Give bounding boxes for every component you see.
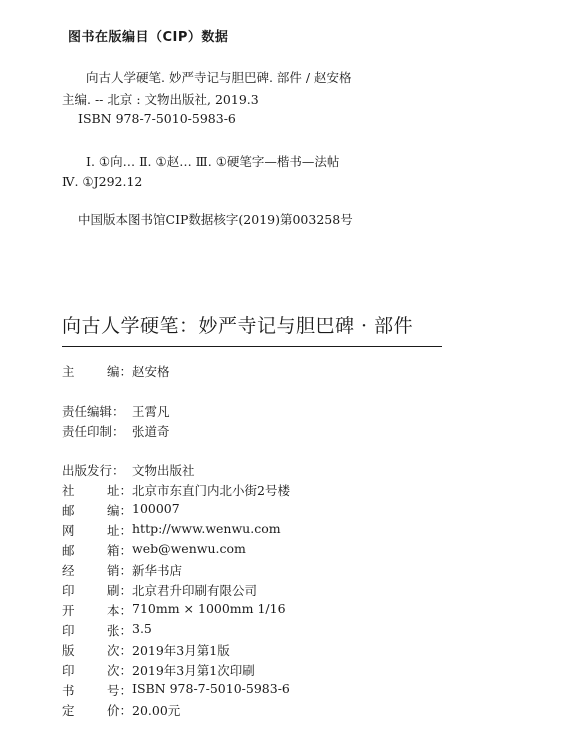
detail-label: 经 销： bbox=[62, 563, 132, 578]
detail-row-postcode bbox=[62, 501, 180, 519]
detail-value: 北京市东直门内北小街2号楼 bbox=[132, 483, 290, 498]
editor-value: 赵安格 bbox=[132, 364, 170, 379]
detail-value: ISBN 978-7-5010-5983-6 bbox=[132, 681, 290, 696]
detail-row-distributor bbox=[62, 561, 182, 579]
cip-editor-publisher-line: 主编. -- 北京 : 文物出版社, 2019.3 bbox=[62, 92, 259, 107]
detail-row-isbn bbox=[62, 681, 290, 699]
detail-label: 印 次： bbox=[62, 663, 132, 678]
cip-title-line: 向古人学硬笔. 妙严寺记与胆巴碑. 部件 / 赵安格 bbox=[86, 70, 352, 85]
website-link[interactable]: http://www.wenwu.com bbox=[132, 521, 281, 536]
editor-label: 主 编： bbox=[62, 364, 132, 379]
responsible-printing-value: 张道奇 bbox=[132, 424, 170, 439]
title-divider bbox=[62, 346, 442, 347]
responsible-editor-row bbox=[62, 402, 170, 420]
detail-value: 100007 bbox=[132, 501, 180, 516]
detail-value: 710mm × 1000mm 1/16 bbox=[132, 601, 286, 616]
detail-label: 版 次： bbox=[62, 643, 132, 658]
editor-row bbox=[62, 362, 170, 380]
responsible-editor-label: 责任编辑： bbox=[62, 404, 125, 419]
detail-row-edition bbox=[62, 641, 230, 659]
detail-value: 20.00元 bbox=[132, 703, 181, 718]
detail-value: 2019年3月第1次印刷 bbox=[132, 663, 255, 678]
book-title: 向古人学硬笔：妙严寺记与胆巴碑 · 部件 bbox=[62, 315, 414, 337]
detail-label: 印 张： bbox=[62, 623, 132, 638]
responsible-printing-label: 责任印制： bbox=[62, 424, 125, 439]
detail-row-address bbox=[62, 481, 290, 499]
email-link[interactable]: web@wenwu.com bbox=[132, 541, 246, 556]
cip-class-number-line: Ⅳ. ①J292.12 bbox=[62, 174, 143, 189]
detail-row-email bbox=[62, 541, 246, 559]
detail-label: 开 本： bbox=[62, 603, 132, 618]
detail-row-sheets bbox=[62, 621, 152, 639]
responsible-printing-row bbox=[62, 422, 170, 440]
detail-label: 邮 编： bbox=[62, 503, 132, 518]
detail-row-printing bbox=[62, 661, 255, 679]
responsible-editor-value: 王霄凡 bbox=[132, 404, 170, 419]
detail-label: 邮 箱： bbox=[62, 543, 132, 558]
cip-heading: 图书在版编目（CIP）数据 bbox=[68, 30, 229, 45]
detail-value: 北京君升印刷有限公司 bbox=[132, 583, 258, 598]
detail-label: 印 刷： bbox=[62, 583, 132, 598]
detail-row-format bbox=[62, 601, 286, 619]
detail-value: 文物出版社 bbox=[132, 463, 195, 478]
detail-value: 新华书店 bbox=[132, 563, 183, 578]
cip-isbn-line: ISBN 978-7-5010-5983-6 bbox=[78, 111, 236, 126]
detail-label: 社 址： bbox=[62, 483, 132, 498]
detail-row-publisher bbox=[62, 461, 195, 479]
detail-label: 网 址： bbox=[62, 523, 132, 538]
detail-label: 出版发行： bbox=[62, 463, 125, 478]
detail-label: 定 价： bbox=[62, 703, 132, 718]
detail-value: 2019年3月第1版 bbox=[132, 643, 230, 658]
detail-row-price bbox=[62, 701, 180, 719]
detail-row-printer bbox=[62, 581, 257, 599]
detail-row-website bbox=[62, 521, 281, 539]
detail-value: 3.5 bbox=[132, 621, 152, 636]
detail-label: 书 号： bbox=[62, 683, 132, 698]
cip-record-number-line: 中国版本图书馆CIP数据核字(2019)第003258号 bbox=[78, 212, 353, 227]
cip-classification-line: Ⅰ. ①向… Ⅱ. ①赵… Ⅲ. ①硬笔字—楷书—法帖 bbox=[86, 154, 340, 169]
